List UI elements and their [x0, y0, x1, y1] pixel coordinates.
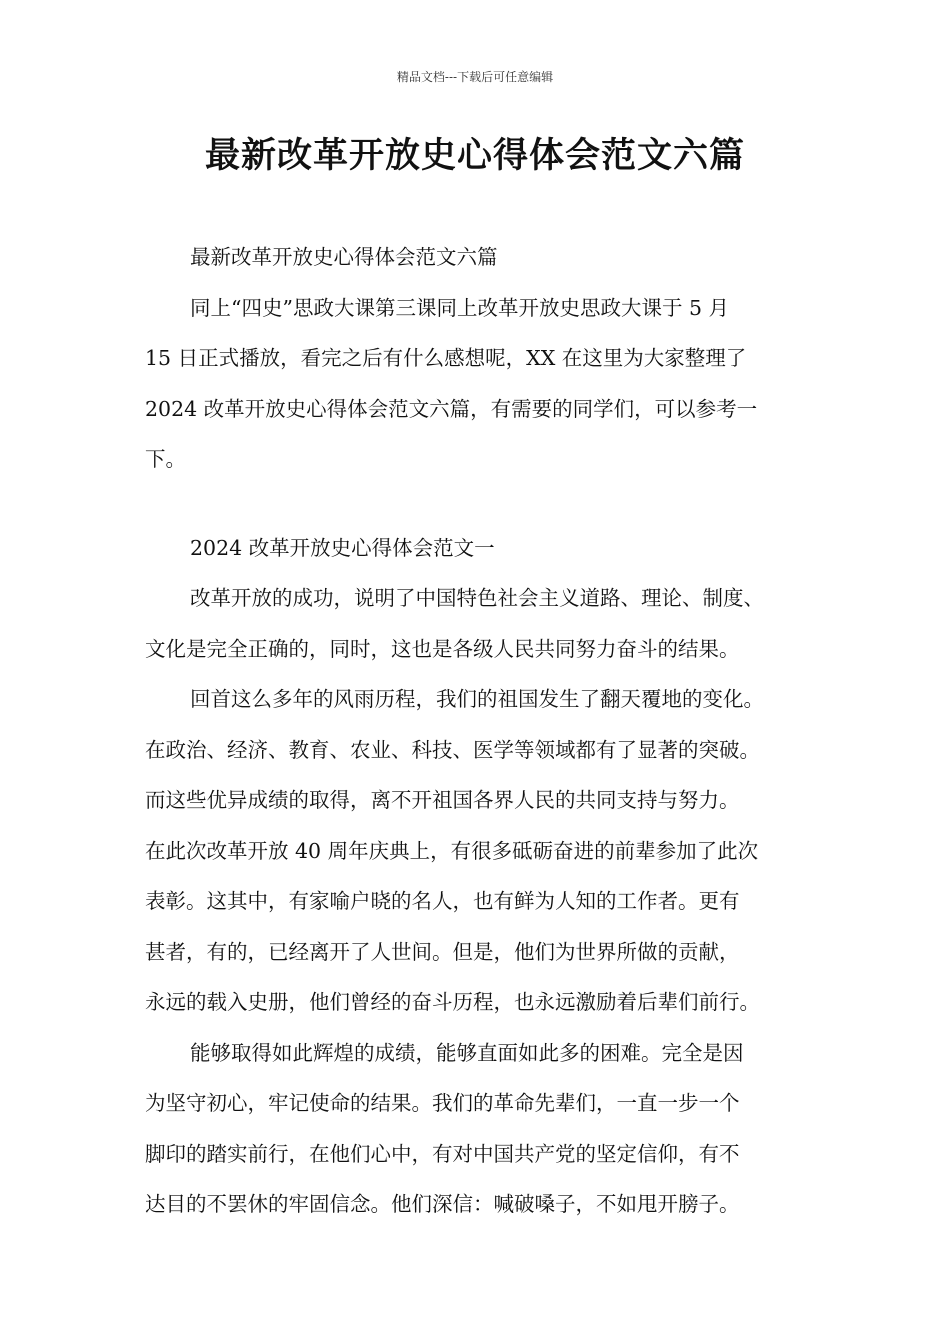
intro-line: 下。	[145, 447, 186, 471]
paragraph-line: 在此次改革开放 40 周年庆典上，有很多砥砺奋进的前辈参加了此次	[145, 838, 759, 863]
paragraph-line: 达目的不罢休的牢固信念。他们深信：喊破嗓子，不如甩开膀子。	[145, 1192, 740, 1216]
document-body	[145, 232, 825, 1230]
paragraph-line: 甚者，有的，已经离开了人世间。但是，他们为世界所做的贡献，	[145, 939, 740, 964]
page-header: 精品文档---下载后可任意编辑	[396, 70, 554, 84]
paragraph-line: 表彰。这其中，有家喻户晓的名人，也有鲜为人知的工作者。更有	[145, 889, 740, 913]
intro-line: 同上“四史”思政大课第三课同上改革开放史思政大课于 5 月	[190, 295, 730, 320]
intro-line: 2024 改革开放史心得体会范文六篇，有需要的同学们，可以参考一	[145, 396, 758, 421]
paragraph-line: 而这些优异成绩的取得，离不开祖国各界人民的共同支持与努力。	[145, 788, 740, 812]
intro-subtitle: 最新改革开放史心得体会范文六篇	[190, 245, 498, 269]
paragraph-line: 为坚守初心，牢记使命的结果。我们的革命先辈们，一直一步一个	[145, 1091, 740, 1115]
document-title: 最新改革开放史心得体会范文六篇	[204, 136, 745, 176]
paragraph-line: 在政治、经济、教育、农业、科技、医学等领域都有了显著的突破。	[145, 737, 760, 762]
paragraph-line: 文化是完全正确的，同时，这也是各级人民共同努力奋斗的结果。	[145, 636, 740, 661]
paragraph-line: 永远的载入史册，他们曾经的奋斗历程，也永远激励着后辈们前行。	[145, 990, 760, 1014]
intro-line: 15 日正式播放，看完之后有什么感想呢，XX 在这里为大家整理了	[145, 346, 747, 370]
paragraph-line: 能够取得如此辉煌的成绩，能够直面如此多的困难。完全是因	[190, 1040, 744, 1065]
paragraph-line: 脚印的踏实前行，在他们心中，有对中国共产党的坚定信仰，有不	[145, 1141, 740, 1166]
section-heading: 2024 改革开放史心得体会范文一	[190, 535, 495, 560]
paragraph-line: 回首这么多年的风雨历程，我们的祖国发生了翻天覆地的变化。	[190, 687, 764, 711]
section-gap	[145, 485, 825, 523]
paragraph-line: 改革开放的成功，说明了中国特色社会主义道路、理论、制度、	[190, 586, 764, 610]
